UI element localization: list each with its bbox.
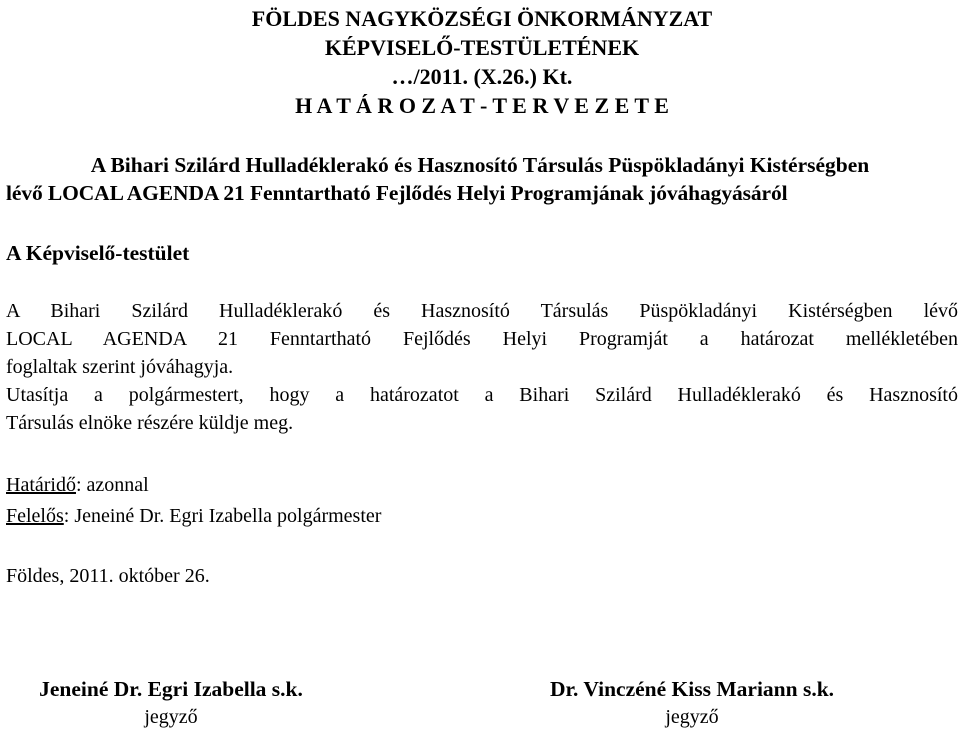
deadline-value: : azonnal: [75, 474, 149, 496]
subject-line-1: A Bihari Szilárd Hulladéklerakó és Hasznosító Társulás Püspökladányi Kistérségben: [90, 153, 870, 177]
municipality-name: FÖLDES NAGYKÖZSÉGI ÖNKORMÁNYZAT: [251, 6, 713, 31]
responsible-value: : Jeneiné Dr. Egri Izabella polgármester: [63, 505, 382, 527]
document-type: H A T Á R O Z A T - T E R V E Z E T E: [295, 93, 669, 118]
signatory-name-right: Dr. Vinczéné Kiss Mariann s.k.: [549, 677, 835, 701]
document-header: [0, 4, 960, 120]
council-heading: A Képviselő-testület: [6, 241, 190, 265]
deadline-label: Határidő: [6, 474, 76, 496]
subject-line-2: lévő LOCAL AGENDA 21 Fenntartható Fejlődés Helyi Programjának jóváhagyásáról: [6, 181, 788, 205]
resolution-number: …/2011. (X.26.) Kt.: [391, 64, 573, 89]
resolution-p1-line-2: LOCAL AGENDA 21 Fenntartható Fejlődés Helyi Programját a határozat mellékletében: [6, 328, 958, 350]
signatory-role-right: jegyző: [665, 706, 719, 728]
deadline-field: [6, 471, 149, 499]
resolution-p1-line-1: A Bihari Szilárd Hulladéklerakó és Hasznosító Társulás Püspökladányi Kistérségben lévő: [6, 300, 958, 322]
signatory-role-left: jegyző: [144, 706, 198, 728]
signatory-name-left: Jeneiné Dr. Egri Izabella s.k.: [39, 677, 303, 701]
council-body-name: KÉPVISELŐ-TESTÜLETÉNEK: [324, 35, 640, 60]
resolution-p1-line-3: foglaltak szerint jóváhagyja.: [6, 356, 234, 378]
responsible-field: [6, 502, 381, 530]
resolution-p2-line-1: Utasítja a polgármestert, hogy a határozatot a Bihari Szilárd Hulladéklerakó és Hasznosító: [6, 384, 958, 406]
signature-block-right: [512, 675, 872, 731]
resolution-p2-line-2: Társulás elnöke részére küldje meg.: [6, 412, 294, 434]
resolution-subject: [6, 151, 954, 207]
signature-block-left: [6, 675, 336, 731]
place-and-date: Földes, 2011. október 26.: [6, 565, 210, 587]
responsible-label: Felelős: [6, 505, 64, 527]
resolution-body: [6, 297, 958, 437]
